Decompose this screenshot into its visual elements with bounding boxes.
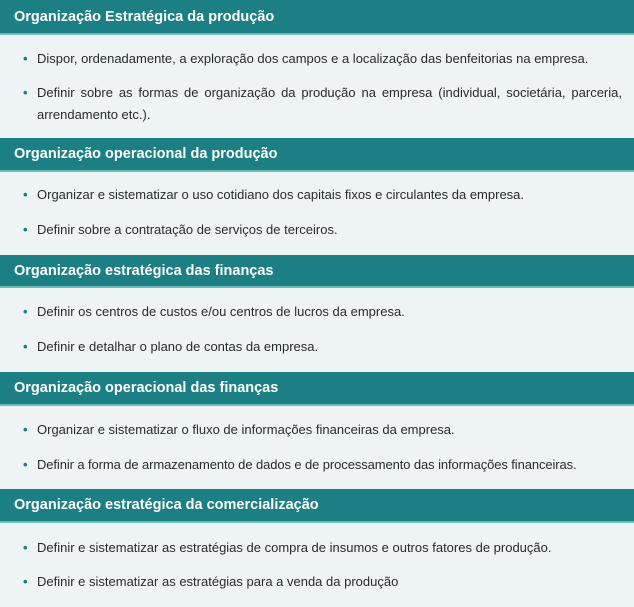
section-header [0,489,634,523]
section-operational-finance [0,372,634,489]
list-item [23,419,622,441]
list-item [23,571,622,593]
list-item-text: Organizar e sistematizar o fluxo de informações financeiras da empresa. [37,422,455,437]
section-header [0,255,634,288]
bullet: • [23,187,28,202]
bullet: • [23,85,28,100]
bullet: • [23,457,28,472]
section-strategic-commercialization [0,489,634,607]
section-title: Organização estratégica das finanças [14,262,274,279]
list-item [23,301,622,323]
section-header [0,138,634,172]
list-item [23,184,622,206]
section-strategic-production [0,0,634,138]
list-item-text: Definir os centros de custos e/ou centros de lucros da empresa. [37,304,405,319]
list-item-text: Definir sobre as formas de organização da produção na empresa (individual, societária, parceria, arrendamento etc.). [37,85,622,122]
list-item-text: Definir sobre a contratação de serviços de terceiros. [37,222,338,237]
list-item-text: Definir e sistematizar as estratégias de compra de insumos e outros fatores de produção. [37,540,552,555]
section-header [0,372,634,406]
bullet: • [23,304,28,319]
section-title: Organização operacional da produção [14,146,278,162]
section-title: Organização Estratégica da produção [14,8,275,25]
section-body [0,523,634,607]
list-item [23,336,622,358]
section-title: Organização estratégica da comercialização [14,497,319,513]
list-item-text: Organizar e sistematizar o uso cotidiano dos capitais fixos e circulantes da empresa. [37,187,525,202]
section-operational-production [0,138,634,255]
list-item [23,454,622,476]
list-item-text: Definir e detalhar o plano de contas da empresa. [37,339,319,354]
list-item-text: Definir a forma de armazenamento de dados e de processamento das informações financeiras. [37,457,577,472]
bullet: • [23,422,28,437]
list-item [23,537,622,559]
list-item [23,219,622,241]
bullet: • [23,540,28,555]
list-item [23,48,622,70]
section-title: Organização operacional das finanças [14,380,279,396]
list-item [23,82,622,126]
bullet: • [23,339,28,354]
bullet: • [23,51,28,66]
list-item-text: Dispor, ordenadamente, a exploração dos campos e a localização das benfeitorias na empresa. [37,51,589,66]
bullet: • [23,574,28,589]
section-header [0,0,634,35]
section-strategic-finance [0,255,634,372]
bullet: • [23,222,28,237]
list-item-text: Definir e sistematizar as estratégias para a venda da produção [37,574,399,589]
